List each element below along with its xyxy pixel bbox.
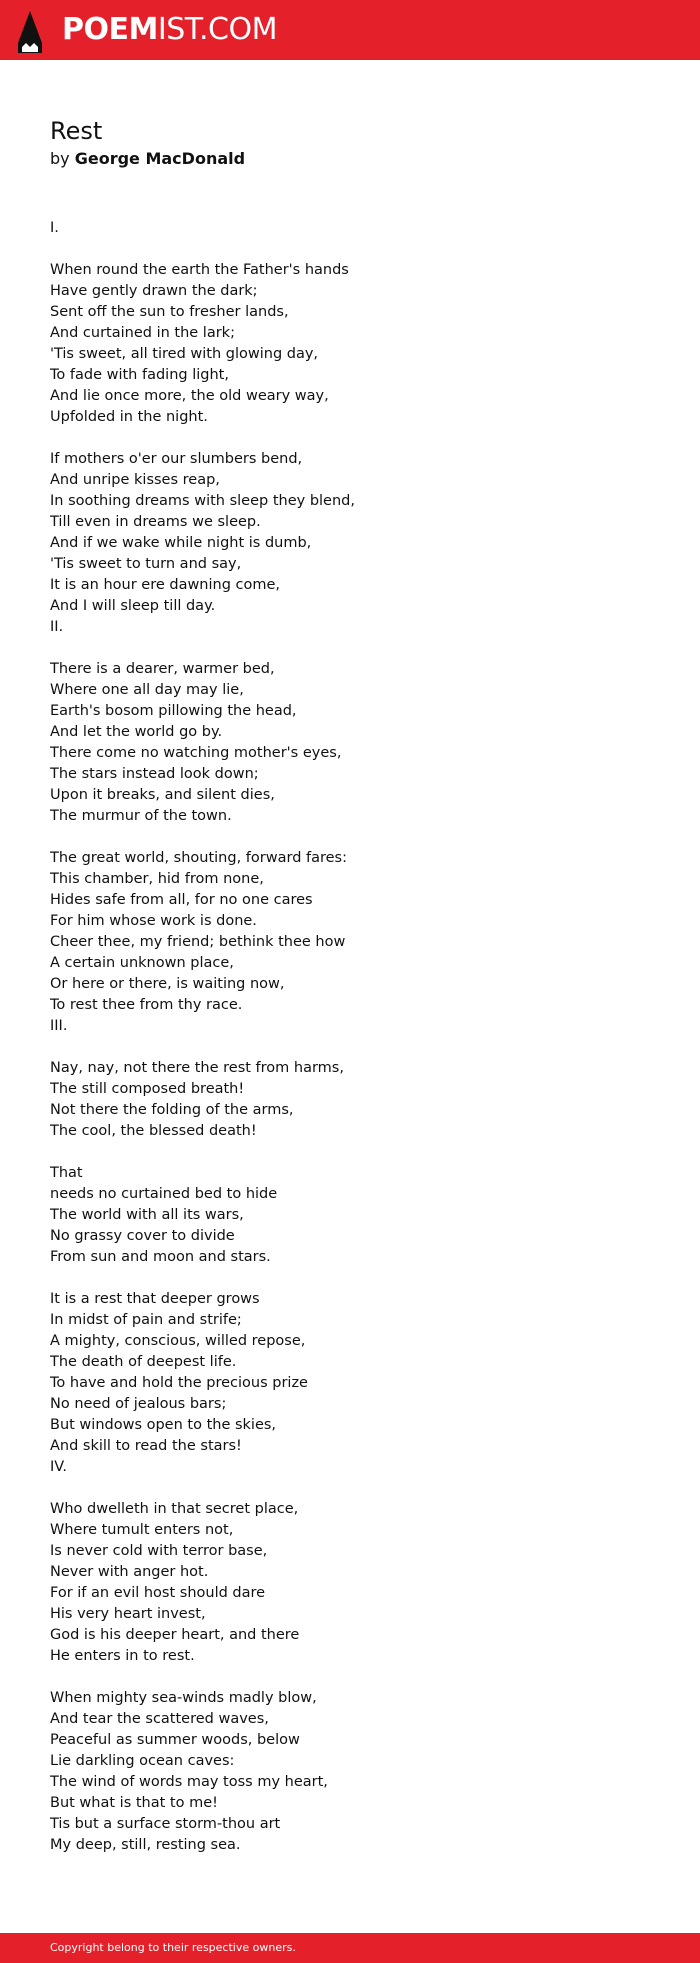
poem-line: This chamber, hid from none,	[50, 871, 264, 887]
poem-line: No need of jealous bars;	[50, 1396, 227, 1412]
poem-line: Lie darkling ocean caves:	[50, 1753, 235, 1769]
poem-line: The death of deepest life.	[50, 1354, 237, 1370]
stanza-break	[50, 1478, 670, 1499]
poem-line: If mothers o'er our slumbers bend,	[50, 451, 303, 467]
poem-line: Hides safe from all, for no one cares	[50, 892, 313, 908]
stanza-break	[50, 1268, 670, 1289]
byline-prefix: by	[50, 149, 70, 168]
poem-line: It is a rest that deeper grows	[50, 1291, 260, 1307]
site-header	[0, 0, 700, 60]
stanza-break	[50, 1037, 670, 1058]
poem-line: From sun and moon and stars.	[50, 1249, 271, 1265]
poem-line: The great world, shouting, forward fares:	[50, 850, 347, 866]
poem-line: To have and hold the precious prize	[50, 1375, 308, 1391]
poem-line: And curtained in the lark;	[50, 325, 235, 341]
poem-line: And if we wake while night is dumb,	[50, 535, 312, 551]
poem-line: The cool, the blessed death!	[50, 1123, 257, 1139]
poem-line: A mighty, conscious, willed repose,	[50, 1333, 306, 1349]
poem-byline	[50, 148, 245, 170]
poem-line: Nay, nay, not there the rest from harms,	[50, 1060, 344, 1076]
poem-line: And lie once more, the old weary way,	[50, 388, 329, 404]
poem-line: But windows open to the skies,	[50, 1417, 277, 1433]
poem-title: Rest	[50, 117, 103, 145]
poem-line: There come no watching mother's eyes,	[50, 745, 342, 761]
poem-line: No grassy cover to divide	[50, 1228, 235, 1244]
poem-line: Earth's bosom pillowing the head,	[50, 703, 297, 719]
poem-line: In soothing dreams with sleep they blend,	[50, 493, 355, 509]
pencil-icon[interactable]	[18, 11, 42, 53]
poem-line: To fade with fading light,	[50, 367, 229, 383]
stanza-break	[50, 1142, 670, 1163]
poem-line: Peaceful as summer woods, below	[50, 1732, 300, 1748]
poem-line: II.	[50, 619, 64, 635]
stanza-break	[50, 239, 670, 260]
poem-line: Where tumult enters not,	[50, 1522, 234, 1538]
logo-light-text: IST.COM	[157, 12, 277, 47]
poem-line: Who dwelleth in that secret place,	[50, 1501, 299, 1517]
poem-line: The murmur of the town.	[50, 808, 232, 824]
stanza-break	[50, 1667, 670, 1688]
poem-line: IV.	[50, 1459, 67, 1475]
poem-line: The stars instead look down;	[50, 766, 259, 782]
poem-line: Never with anger hot.	[50, 1564, 209, 1580]
poem-line: Upfolded in the night.	[50, 409, 208, 425]
stanza-break	[50, 827, 670, 848]
poem-line: When round the earth the Father's hands	[50, 262, 349, 278]
stanza-break	[50, 638, 670, 659]
poem-line: Have gently drawn the dark;	[50, 283, 258, 299]
poem-line: I.	[50, 220, 59, 236]
poem-author: George MacDonald	[74, 149, 246, 168]
poem-line: His very heart invest,	[50, 1606, 206, 1622]
poem-body	[50, 218, 670, 1856]
poem-line: It is an hour ere dawning come,	[50, 577, 281, 593]
poem-line: The wind of words may toss my heart,	[50, 1774, 328, 1790]
poem-line: And tear the scattered waves,	[50, 1711, 269, 1727]
poem-line: That	[50, 1165, 83, 1181]
poem-line: But what is that to me!	[50, 1795, 218, 1811]
poem-line: needs no curtained bed to hide	[50, 1186, 278, 1202]
poem-line: My deep, still, resting sea.	[50, 1837, 241, 1853]
site-footer	[0, 1933, 700, 1963]
poem-line: The world with all its wars,	[50, 1207, 244, 1223]
poem-line: There is a dearer, warmer bed,	[50, 661, 275, 677]
poem-line: For him whose work is done.	[50, 913, 257, 929]
poem-line: Till even in dreams we sleep.	[50, 514, 261, 530]
site-logo[interactable]	[62, 10, 277, 50]
stanza-break	[50, 428, 670, 449]
poem-line: God is his deeper heart, and there	[50, 1627, 300, 1643]
poem-line: In midst of pain and strife;	[50, 1312, 242, 1328]
poem-line: Sent off the sun to fresher lands,	[50, 304, 289, 320]
poem-line: The still composed breath!	[50, 1081, 245, 1097]
poem-line: And I will sleep till day.	[50, 598, 216, 614]
poem-line: A certain unknown place,	[50, 955, 234, 971]
poem-line: Not there the folding of the arms,	[50, 1102, 294, 1118]
poem-line: III.	[50, 1018, 68, 1034]
poem-line: Upon it breaks, and silent dies,	[50, 787, 275, 803]
logo-bold-text: POEM	[62, 12, 158, 47]
poem-line: And unripe kisses reap,	[50, 472, 220, 488]
copyright-notice: Copyright belong to their respective owners.	[50, 1941, 296, 1954]
poem-line: He enters in to rest.	[50, 1648, 195, 1664]
poem-line: Where one all day may lie,	[50, 682, 244, 698]
poem-line: Cheer thee, my friend; bethink thee how	[50, 934, 346, 950]
poem-line: When mighty sea-winds madly blow,	[50, 1690, 317, 1706]
poem-line: Tis but a surface storm-thou art	[50, 1816, 281, 1832]
poem-line: To rest thee from thy race.	[50, 997, 243, 1013]
poem-line: For if an evil host should dare	[50, 1585, 266, 1601]
poem-line: 'Tis sweet, all tired with glowing day,	[50, 346, 319, 362]
poem-line: 'Tis sweet to turn and say,	[50, 556, 242, 572]
poem-line: And let the world go by.	[50, 724, 223, 740]
poem-line: Is never cold with terror base,	[50, 1543, 268, 1559]
poem-line: Or here or there, is waiting now,	[50, 976, 285, 992]
poem-line: And skill to read the stars!	[50, 1438, 242, 1454]
